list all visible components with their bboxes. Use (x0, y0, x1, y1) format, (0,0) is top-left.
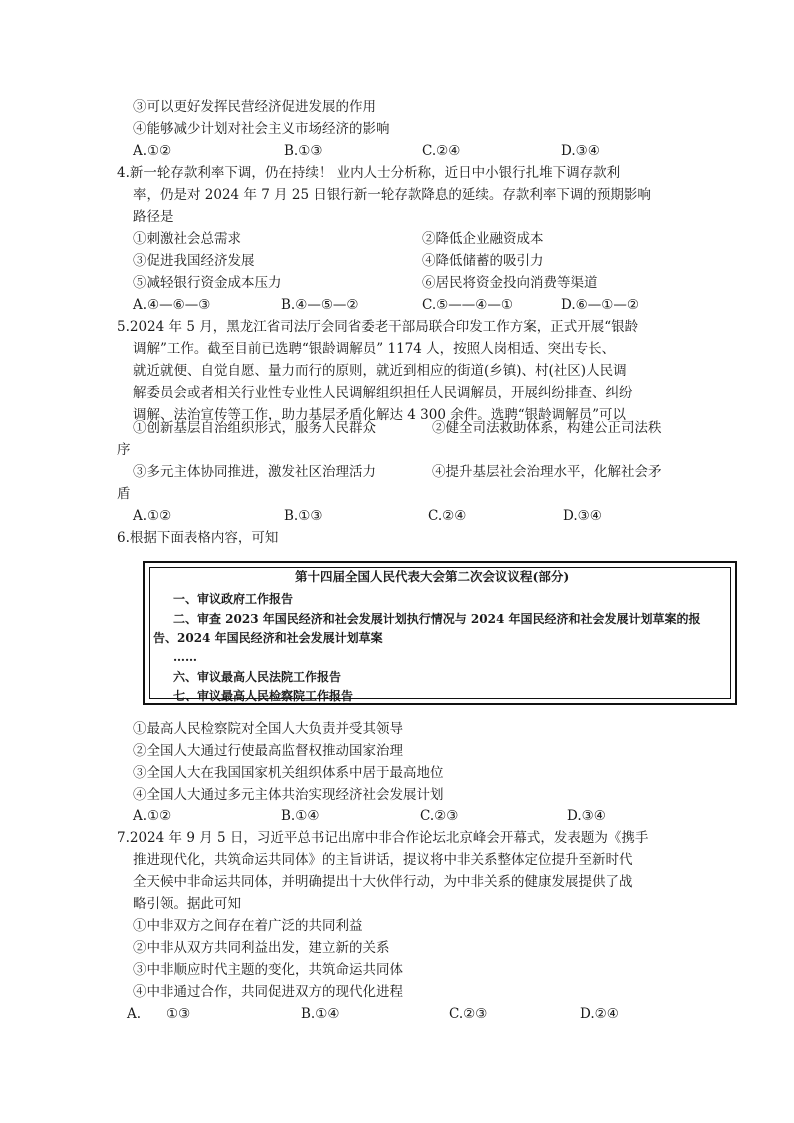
agenda-row: 六、审议最高人民法院工作报告 (173, 670, 342, 684)
q4-item-5: ⑤减轻银行资金成本压力 (133, 275, 282, 291)
q4-option-c: C.⑤——④—① (422, 297, 513, 313)
q5-stem-line: 调解、法治宣传等工作，助力基层矛盾化解达 4 300 余件。选聘“银龄调解员”可以 (133, 407, 627, 423)
q6-option-c: C.②③ (420, 808, 459, 824)
q7-stem-line: 全天候中非命运共同体，并明确提出十大伙伴行动，为中非关系的健康发展提供了战 (133, 874, 633, 890)
q6-item-4: ④全国人大通过多元主体共治实现经济社会发展计划 (133, 787, 444, 803)
q4-item-6: ⑥居民将资金投向消费等渠道 (422, 275, 598, 291)
q5-item-2-wrap: 序 (117, 442, 131, 458)
q4-option-a: A.④—⑥—③ (133, 297, 211, 313)
q6-option-b: B.①④ (281, 808, 320, 824)
q4-stem-line: 率，仍是对 2024 年 7 月 25 日银行新一轮存款降息的延续。存款利率下调的预期影响 (133, 187, 651, 203)
agenda-row: 告、2024 年国民经济和社会发展计划草案 (153, 631, 383, 645)
q6-item-2: ②全国人大通过行使最高监督权推动国家治理 (133, 743, 403, 759)
q7-option-a: ①③ (166, 1006, 191, 1022)
agenda-table (143, 561, 737, 705)
q3-option-d: D.③④ (561, 143, 600, 159)
q7-option-a-label: A. (127, 1006, 142, 1022)
q4-item-1: ①刺激社会总需求 (133, 231, 241, 247)
q6-option-a: A.①② (133, 808, 172, 824)
q7-item-1: ①中非双方之间存在着广泛的共同利益 (133, 918, 363, 934)
q5-option-a: A.①② (133, 508, 172, 524)
q5-option-d: D.③④ (563, 508, 602, 524)
agenda-row: 一、审议政府工作报告 (173, 592, 294, 606)
q3-option-c: C.②④ (422, 143, 461, 159)
agenda-title: 第十四届全国人民代表大会第二次会议议程(部分) (295, 569, 570, 584)
q7-option-d: D.②④ (580, 1006, 619, 1022)
q5-option-c: C.②④ (428, 508, 467, 524)
q4-option-b: B.④—⑤—② (281, 297, 359, 313)
q7-option-c: C.②③ (449, 1006, 488, 1022)
agenda-row: …… (173, 650, 197, 664)
q7-item-4: ④中非通过合作，共同促进双方的现代化进程 (133, 984, 403, 1000)
q4-stem-line: 路径是 (133, 209, 174, 225)
q4-stem-line: 4.新一轮存款利率下调，仍在持续！ 业内人士分析称，近日中小银行扎堆下调存款利 (117, 165, 621, 181)
q5-item-1: ①创新基层自治组织形式，服务人民群众 (133, 420, 376, 436)
q6-item-3: ③全国人大在我国国家机关组织体系中居于最高地位 (133, 765, 444, 781)
q3-item-3: ③可以更好发挥民营经济促进发展的作用 (133, 99, 376, 115)
agenda-row: 七、审议最高人民检察院工作报告 (173, 689, 354, 703)
q7-option-b: B.①④ (301, 1006, 340, 1022)
q4-item-4: ④降低储蓄的吸引力 (422, 253, 544, 269)
agenda-row: 二、审查 2023 年国民经济和社会发展计划执行情况与 2024 年国民经济和社会发展计划草案的报 (173, 612, 701, 626)
q7-stem-line: 推进现代化，共筑命运共同体》的主旨讲话，提议将中非关系整体定位提升至新时代 (133, 852, 633, 868)
q5-option-b: B.①③ (284, 508, 323, 524)
q3-option-b: B.①③ (284, 143, 323, 159)
q5-stem-line: 5.2024 年 5 月，黑龙江省司法厅会同省委老干部局联合印发工作方案，正式开展“银龄 (117, 319, 639, 335)
q7-item-2: ②中非从双方共同利益出发，建立新的关系 (133, 940, 390, 956)
q4-item-2: ②降低企业融资成本 (422, 231, 544, 247)
q4-option-d: D.⑥—①—② (561, 297, 639, 313)
q4-item-3: ③促进我国经济发展 (133, 253, 255, 269)
q7-item-3: ③中非顺应时代主题的变化，共筑命运共同体 (133, 962, 403, 978)
q6-stem: 6.根据下面表格内容，可知 (117, 530, 279, 546)
q6-item-1: ①最高人民检察院对全国人大负责并受其领导 (133, 721, 403, 737)
q5-stem-line: 就近就便、自觉自愿、量力而行的原则，就近到相应的街道(乡镇)、村(社区)人民调 (133, 363, 627, 379)
q5-item-3: ③多元主体协同推进，激发社区治理活力 (133, 464, 376, 480)
q5-stem-line: 调解”工作。截至目前已选聘“银龄调解员” 1174 人，按照人岗相适、突出专长、 (133, 341, 616, 357)
q5-stem-line: 解委员会或者相关行业性专业性人民调解组织担任人民调解员，开展纠纷排查、纠纷 (133, 385, 633, 401)
q7-stem-line: 7.2024 年 9 月 5 日，习近平总书记出席中非合作论坛北京峰会开幕式，发表题为《携手 (117, 830, 649, 846)
q6-option-d: D.③④ (567, 808, 606, 824)
q5-item-2: ②健全司法救助体系，构建公正司法秩 (432, 420, 662, 436)
q5-item-4-wrap: 盾 (117, 486, 131, 502)
q7-stem-line: 略引领。据此可知 (133, 896, 241, 912)
q5-item-4: ④提升基层社会治理水平，化解社会矛 (432, 464, 662, 480)
q3-item-4: ④能够减少计划对社会主义市场经济的影响 (133, 121, 390, 137)
q3-option-a: A.①② (133, 143, 172, 159)
